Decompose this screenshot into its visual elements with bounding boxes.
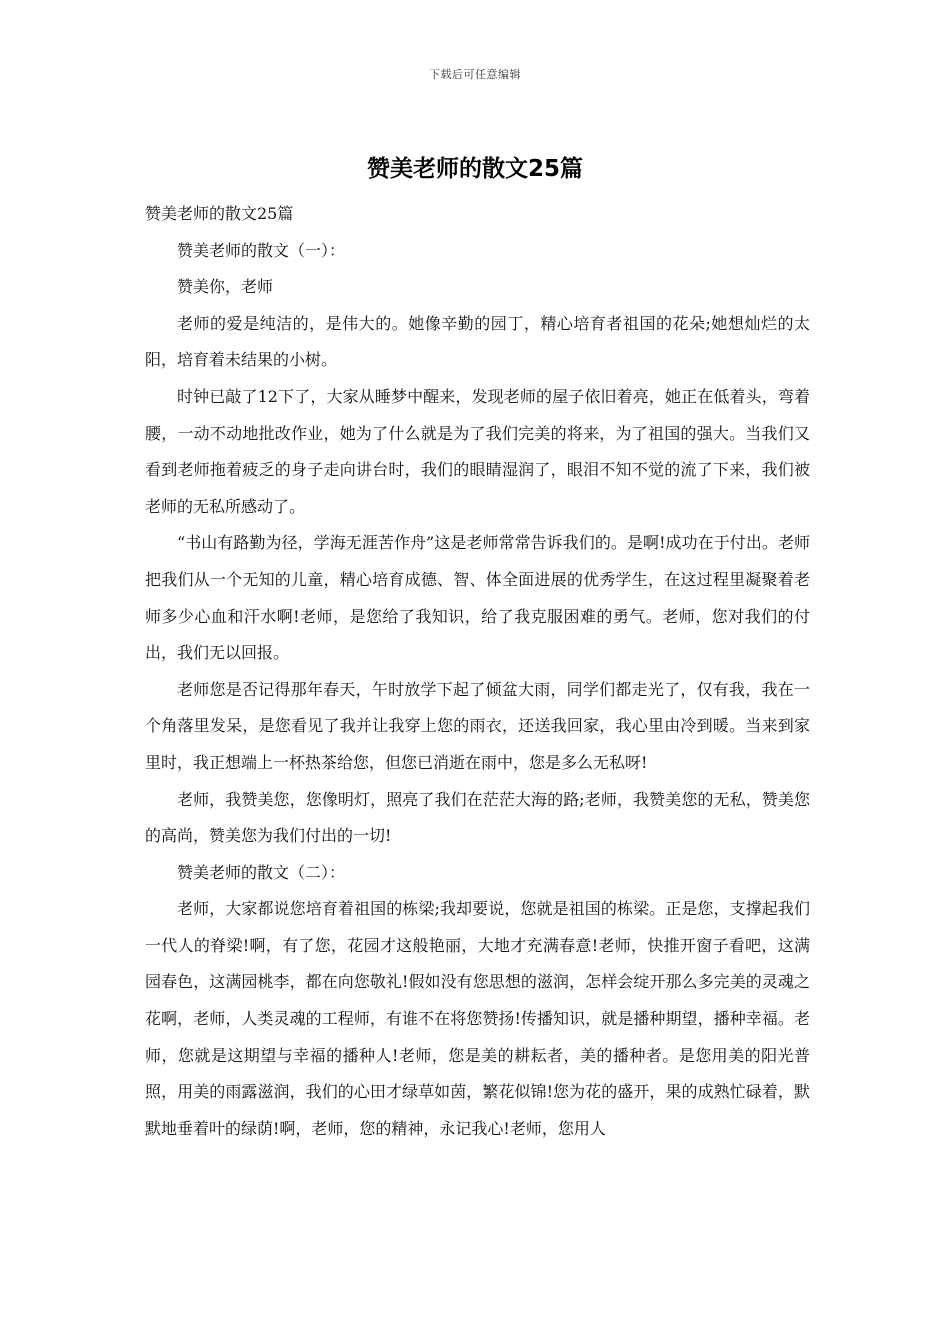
- document-body: [145, 196, 810, 1147]
- section-heading-1: 赞美老师的散文（一）：: [177, 240, 346, 260]
- document-title: 赞美老师的散文25篇: [366, 156, 583, 182]
- paragraph: 老师的爱是纯洁的，是伟大的。她像辛勤的园丁，精心培育者祖国的花朵;她想灿烂的太阳，培育着未结果的小树。: [145, 313, 810, 370]
- paragraph-subtitle: 赞美老师的散文25篇: [145, 204, 294, 223]
- paragraph: 老师您是否记得那年春天，午时放学下起了倾盆大雨，同学们都走光了，仅有我，我在一个角落里发呆，是您看见了我并让我穿上您的雨衣，还送我回家，我心里由冷到暖。当来到家里时，我正想端上一杯热茶给您，但您已消逝在雨中，您是多么无私呀!: [145, 679, 810, 772]
- paragraph: 时钟已敲了12下了，大家从睡梦中醒来，发现老师的屋子依旧着亮，她正在低着头，弯着腰，一动不动地批改作业，她为了什么就是为了我们完美的将来，为了祖国的强大。当我们又看到老师拖着疲乏的身子走向讲台时，我们的眼睛湿润了，眼泪不知不觉的流了下来，我们被老师的无私所感动了。: [145, 386, 810, 516]
- paragraph: 老师，大家都说您培育着祖国的栋梁;我却要说，您就是祖国的栋梁。正是您，支撑起我们一代人的脊梁!啊，有了您，花园才这般艳丽，大地才充满春意!老师，快推开窗子看吧，这满园春色，这满园桃李，都在向您敬礼!假如没有您思想的滋润，怎样会绽开那么多完美的灵魂之花啊，老师，人类灵魂的工程师，有谁不在将您赞扬!传播知识，就是播种期望，播种幸福。老师，您就是这期望与幸福的播种人!老师，您是美的耕耘者，美的播种者。是您用美的阳光普照，用美的雨露滋润，我们的心田才绿草如茵，繁花似锦!您为花的盛开，果的成熟忙碌着，默默地垂着叶的绿荫!啊，老师，您的精神，永记我心!老师，您用人: [145, 899, 810, 1138]
- header-note: 下载后可任意编辑: [429, 68, 521, 81]
- poem-title: 赞美你，老师: [177, 277, 274, 297]
- paragraph: “书山有路勤为径，学海无涯苦作舟”这是老师常常告诉我们的。是啊!成功在于付出。老师把我们从一个无知的儿童，精心培育成德、智、体全面进展的优秀学生，在这过程里凝聚着老师多少心血和汗水啊!老师，是您给了我知识，给了我克服困难的勇气。老师，您对我们的付出，我们无以回报。: [145, 533, 810, 663]
- section-heading-2: 赞美老师的散文（二）：: [177, 862, 346, 882]
- paragraph: 老师，我赞美您，您像明灯，照亮了我们在茫茫大海的路;老师，我赞美您的无私，赞美您的高尚，赞美您为我们付出的一切!: [145, 789, 810, 846]
